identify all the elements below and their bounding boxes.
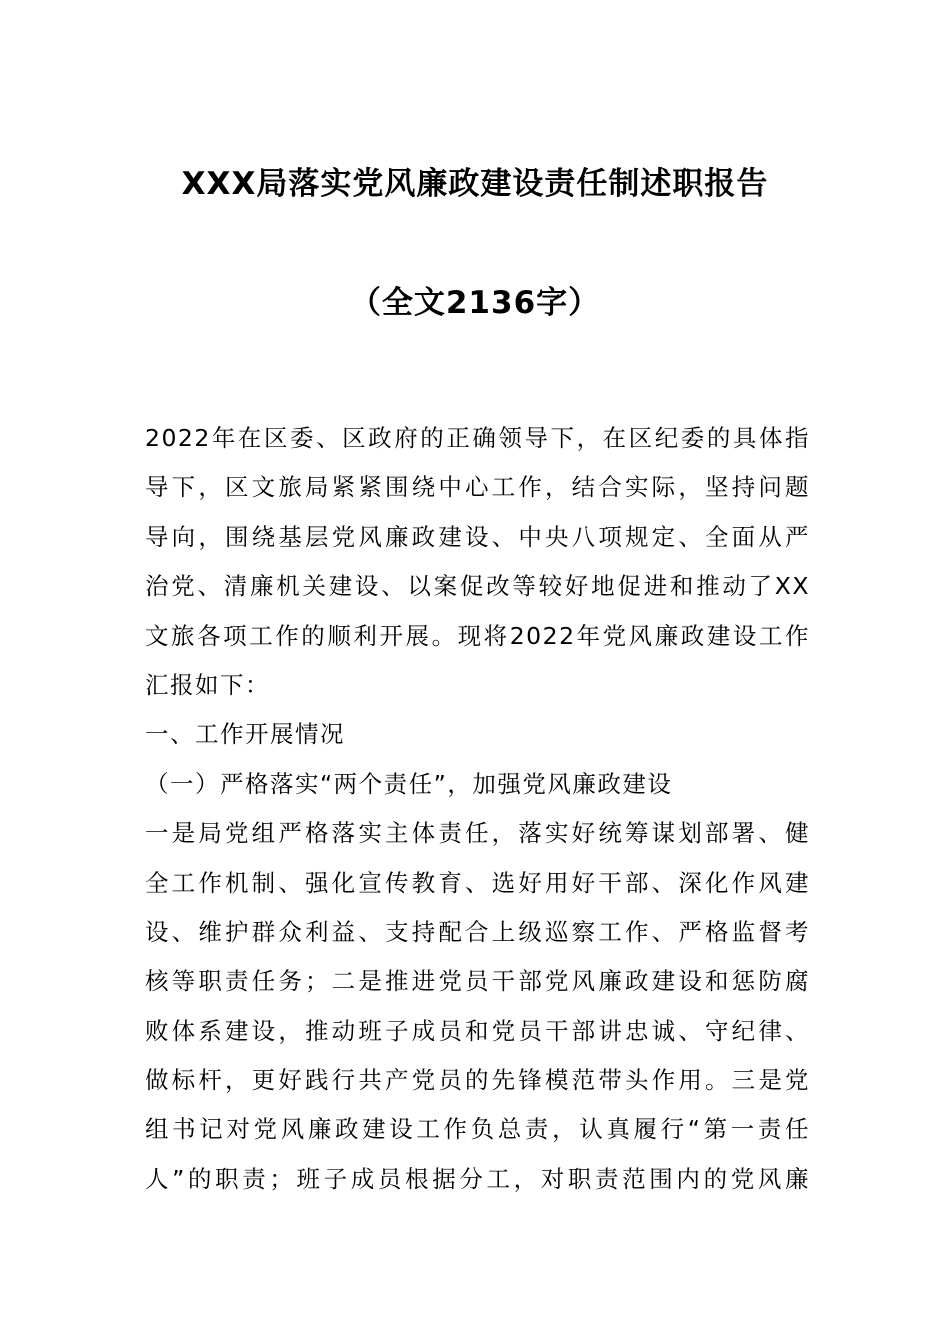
paragraph-line: 2022年在区委、区政府的正确领导下，在区纪委的具体指 <box>145 424 810 452</box>
section-heading: 一、工作开展情况 <box>145 720 345 749</box>
paragraph-line: 人”的职责；班子成员根据分工，对职责范围内的党风廉 <box>145 1164 810 1193</box>
paragraph-line: 导向，围绕基层党风廉政建设、中央八项规定、全面从严 <box>145 522 810 551</box>
paragraph-line: 核等职责任务；二是推进党员干部党风廉政建设和惩防腐 <box>145 967 810 996</box>
subsection-heading: （一）严格落实“两个责任”，加强党风廉政建设 <box>145 769 673 798</box>
paragraph-line: 文旅各项工作的顺利开展。现将2022年党风廉政建设工作 <box>145 621 810 650</box>
paragraph-line: 做标杆，更好践行共产党员的先锋模范带头作用。三是党 <box>145 1066 810 1095</box>
paragraph-line: 治党、清廉机关建设、以案促改等较好地促进和推动了XX <box>145 572 810 601</box>
paragraph-line: 导下，区文旅局紧紧围绕中心工作，结合实际，坚持问题 <box>145 473 810 502</box>
paragraph-line: 一是局党组严格落实主体责任，落实好统筹谋划部署、健 <box>145 819 810 848</box>
paragraph-line: 设、维护群众利益、支持配合上级巡察工作、严格监督考 <box>145 917 810 946</box>
paragraph-line: 组书记对党风廉政建设工作负总责，认真履行“第一责任 <box>145 1115 810 1144</box>
document-subtitle: （全文2136字） <box>349 285 601 321</box>
paragraph-line: 全工作机制、强化宣传教育、选好用好干部、深化作风建 <box>145 868 810 897</box>
document-title: XXX局落实党风廉政建设责任制述职报告 <box>181 166 769 202</box>
document-body <box>145 418 810 1208</box>
paragraph-line: 败体系建设，推动班子成员和党员干部讲忠诚、守纪律、 <box>145 1016 810 1045</box>
paragraph-line: 汇报如下： <box>145 670 270 699</box>
